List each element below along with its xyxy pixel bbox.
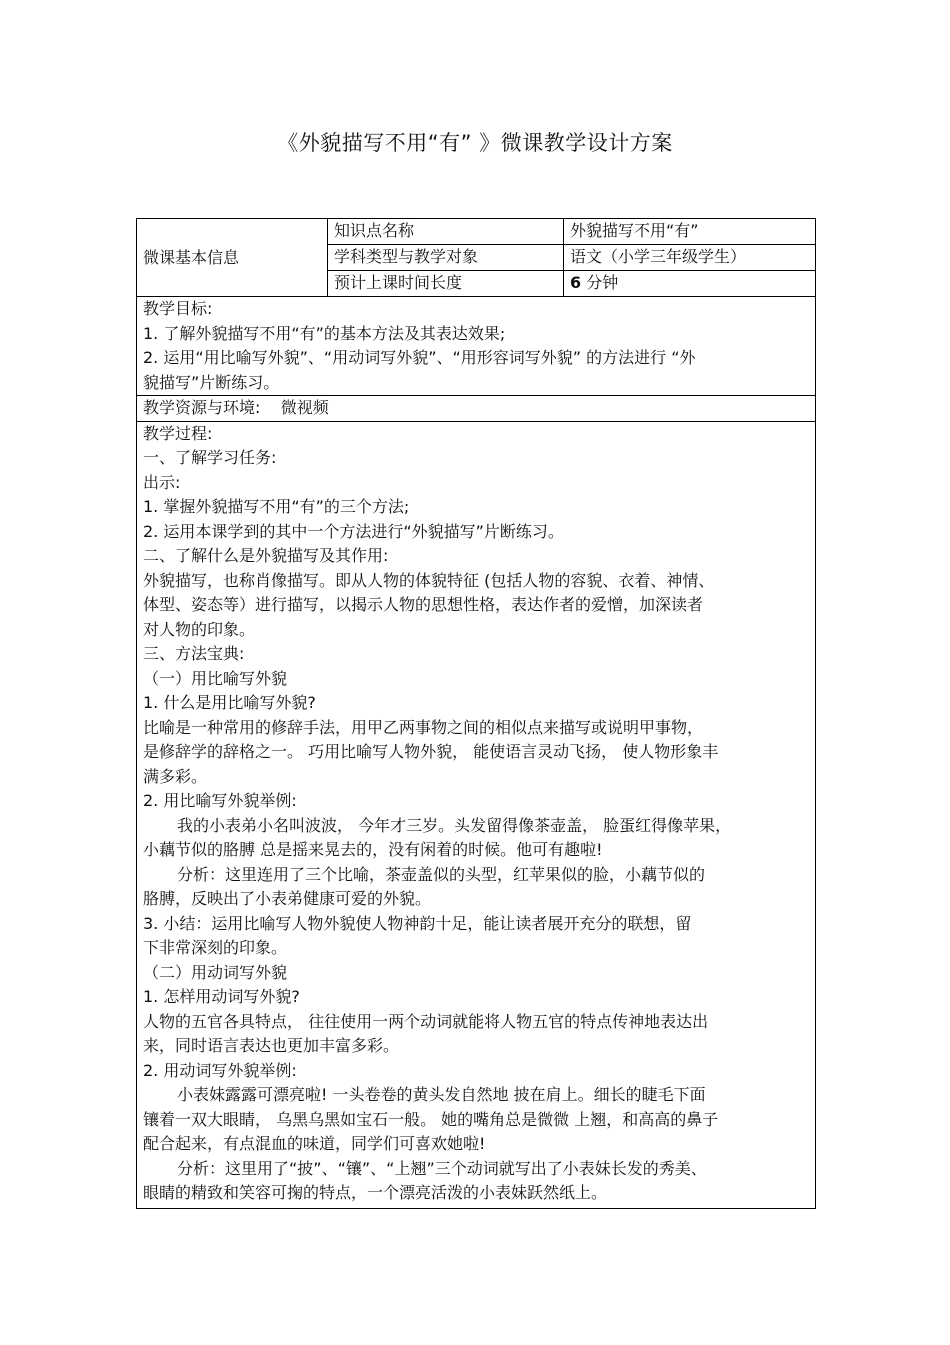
info-key-duration: 预计上课时间长度 bbox=[328, 271, 564, 297]
process-line: 人物的五官各具特点， 往往使用一两个动词就能将人物五官的特点传神地表达出 bbox=[143, 1011, 709, 1031]
process-line: 满多彩。 bbox=[143, 766, 208, 786]
process-section bbox=[137, 421, 816, 1208]
basic-info-label: 微课基本信息 bbox=[137, 219, 328, 297]
process-line: 对人物的印象。 bbox=[143, 619, 256, 639]
process-line: 2. 用比喻写外貌举例: bbox=[143, 791, 297, 810]
process-line: 2. 运用本课学到的其中一个方法进行“外貌描写”片断练习。 bbox=[143, 521, 564, 541]
process-line: 下非常深刻的印象。 bbox=[143, 938, 288, 957]
process-line: 3. 小结：运用比喻写人物外貌使人物神韵十足，能让读者展开充分的联想，留 bbox=[143, 913, 692, 933]
info-value-duration bbox=[564, 271, 816, 297]
process-line: 配合起来，有点混血的味道，同学们可喜欢她啦! bbox=[143, 1134, 486, 1153]
process-line: 1. 怎样用动词写外貌? bbox=[143, 987, 300, 1006]
process-line: 外貌描写，也称肖像描写。即从人物的体貌特征 (包括人物的容貌、衣着、神情、 bbox=[143, 570, 715, 590]
goal-line: 貌描写”片断练习。 bbox=[143, 372, 280, 392]
process-line: 小表妹露露可漂亮啦! 一头卷卷的黄头发自然地 披在肩上。细长的睫毛下面 bbox=[177, 1085, 706, 1104]
design-table bbox=[136, 218, 816, 1209]
process-line: 小藕节似的胳膊 总是摇来晃去的，没有闲着的时候。他可有趣啦! bbox=[143, 840, 603, 859]
process-line: 三、方法宝典: bbox=[143, 644, 245, 663]
process-line: 胳膊，反映出了小表弟健康可爱的外貌。 bbox=[143, 889, 432, 908]
goals-section bbox=[137, 297, 816, 396]
info-value-knowledge: 外貌描写不用“有” bbox=[564, 219, 816, 245]
process-line: 1. 掌握外貌描写不用“有”的三个方法; bbox=[143, 497, 410, 516]
process-line: 教学过程: bbox=[143, 423, 213, 443]
process-line: 出示: bbox=[143, 472, 181, 492]
process-line: 分析：这里连用了三个比喻，茶壶盖似的头型，红苹果似的脸，小藕节似的 bbox=[177, 864, 706, 884]
resources-value: 微视频 bbox=[280, 398, 329, 417]
resources-label: 教学资源与环境: bbox=[143, 398, 261, 417]
process-line: 1. 什么是用比喻写外貌? bbox=[143, 693, 316, 712]
info-key-knowledge: 知识点名称 bbox=[328, 219, 564, 245]
goal-line: 2. 运用“用比喻写外貌”、“用动词写外貌”、“用形容词写外貌” 的方法进行 “外 bbox=[143, 348, 696, 367]
process-line: 二、了解什么是外貌描写及其作用: bbox=[143, 546, 389, 565]
process-line: 镶着一双大眼睛， 乌黑乌黑如宝石一般。 她的嘴角总是微微 上翘，和高高的鼻子 bbox=[143, 1109, 719, 1129]
duration-unit: 分钟 bbox=[581, 273, 619, 292]
process-line: 分析：这里用了“披”、“镶”、“上翘”三个动词就写出了小表妹长发的秀美、 bbox=[177, 1158, 707, 1178]
process-line: 体型、姿态等）进行描写，以揭示人物的思想性格，表达作者的爱憎，加深读者 bbox=[143, 595, 704, 614]
process-line: （二）用动词写外貌 bbox=[143, 962, 288, 982]
process-line: 2. 用动词写外貌举例: bbox=[143, 1060, 297, 1080]
process-line: 一、了解学习任务: bbox=[143, 448, 277, 467]
duration-number: 6 bbox=[570, 273, 582, 292]
process-line: 是修辞学的辞格之一。 巧用比喻写人物外貌， 能使语言灵动飞扬， 使人物形象丰 bbox=[143, 742, 719, 761]
resources-section bbox=[137, 396, 816, 422]
info-key-subject: 学科类型与教学对象 bbox=[328, 245, 564, 271]
process-line: 来，同时语言表达也更加丰富多彩。 bbox=[143, 1036, 400, 1055]
goal-line: 1. 了解外貌描写不用“有”的基本方法及其表达效果; bbox=[143, 323, 506, 343]
process-line: 比喻是一种常用的修辞手法，用甲乙两事物之间的相似点来描写或说明甲事物， bbox=[143, 717, 704, 737]
page-title: 《外貌描写不用“有” 》微课教学设计方案 bbox=[277, 131, 673, 155]
process-line: （一）用比喻写外貌 bbox=[143, 668, 288, 688]
goals-heading: 教学目标: bbox=[143, 299, 213, 318]
process-line: 眼睛的精致和笑容可掬的特点，一个漂亮活泼的小表妹跃然纸上。 bbox=[143, 1183, 608, 1202]
process-line: 我的小表弟小名叫波波， 今年才三岁。头发留得像茶壶盖， 脸蛋红得像苹果， bbox=[177, 815, 732, 835]
info-value-subject: 语文（小学三年级学生） bbox=[564, 245, 816, 271]
